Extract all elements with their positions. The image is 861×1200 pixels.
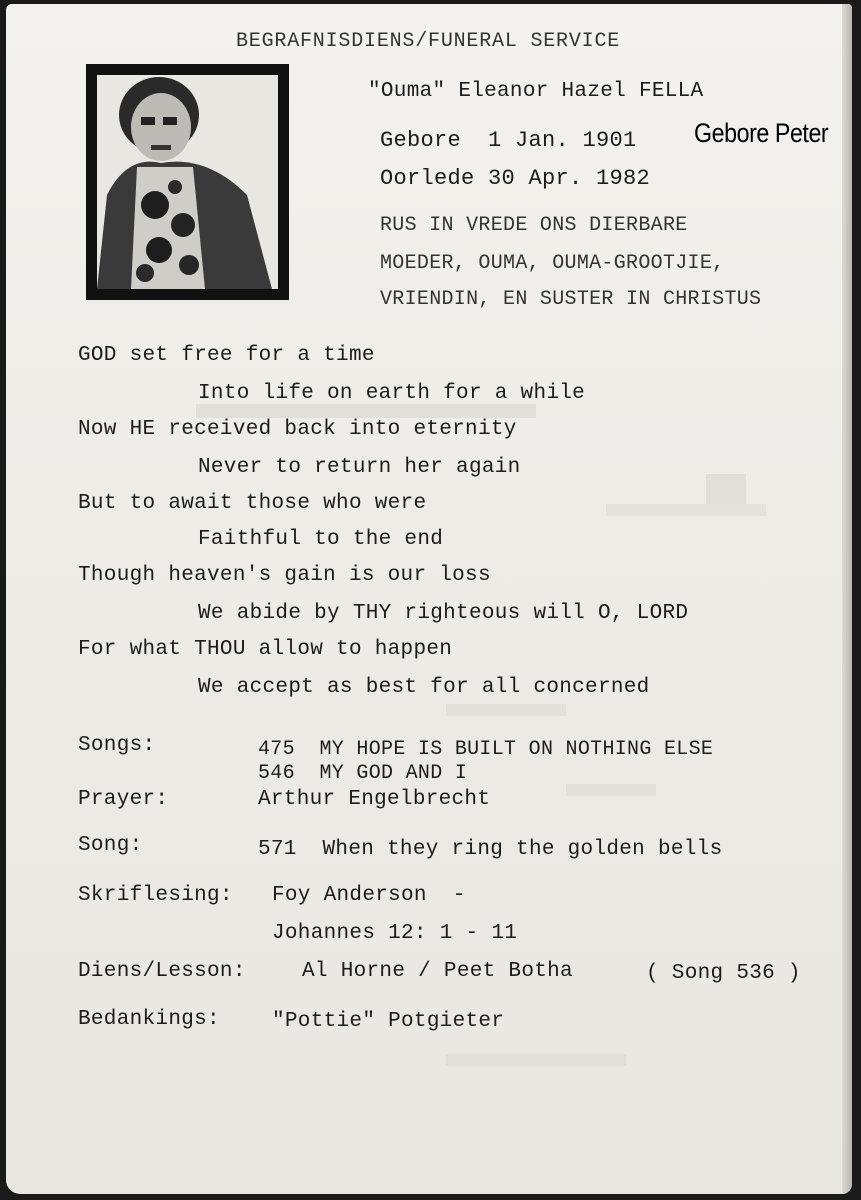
poem-line: Faithful to the end: [198, 528, 444, 551]
song-label: Song:: [78, 834, 143, 857]
paper-edge: [842, 4, 852, 1194]
poem-line: We abide by THY righteous will O, LORD: [198, 602, 689, 625]
reading-label: Skriflesing:: [78, 884, 233, 907]
birth-date: Gebore 1 Jan. 1901: [380, 128, 637, 153]
handwritten-note: Gebore Peter: [694, 118, 829, 148]
dedication-line: MOEDER, OUMA, OUMA-GROOTJIE,: [380, 252, 725, 275]
thanks-name: "Pottie" Potgieter: [272, 1010, 505, 1033]
portrait-photo: [86, 64, 289, 300]
lesson-speakers: Al Horne / Peet Botha: [302, 960, 573, 983]
poem-line: Now HE received back into eternity: [78, 418, 517, 441]
deceased-name: "Ouma" Eleanor Hazel FELLA: [368, 80, 704, 103]
poem-line: But to await those who were: [78, 492, 427, 515]
songs-label: Songs:: [78, 734, 156, 757]
poem-line: For what THOU allow to happen: [78, 638, 453, 661]
portrait-image: [97, 75, 278, 289]
poem-line: We accept as best for all concerned: [198, 676, 650, 699]
service-title: BEGRAFNISDIENS/FUNERAL SERVICE: [236, 30, 621, 53]
prayer-name: Arthur Engelbrecht: [258, 788, 491, 811]
poem-line: Into life on earth for a while: [198, 382, 586, 405]
poem-line: Though heaven's gain is our loss: [78, 564, 491, 587]
song-entry: 546 MY GOD AND I: [258, 762, 468, 785]
lesson-song: ( Song 536 ): [646, 962, 801, 985]
funeral-program-page: [6, 4, 852, 1194]
song-entry: 475 MY HOPE IS BUILT ON NOTHING ELSE: [258, 738, 714, 761]
thanks-label: Bedankings:: [78, 1008, 220, 1031]
reading-reference: Johannes 12: 1 - 11: [272, 922, 518, 945]
dedication-line: RUS IN VREDE ONS DIERBARE: [380, 214, 688, 237]
reading-reader: Foy Anderson -: [272, 884, 466, 907]
song-entry: 571 When they ring the golden bells: [258, 838, 723, 861]
death-date: Oorlede 30 Apr. 1982: [380, 166, 651, 191]
poem-line: GOD set free for a time: [78, 344, 375, 367]
prayer-label: Prayer:: [78, 788, 169, 811]
dedication-line: VRIENDIN, EN SUSTER IN CHRISTUS: [380, 288, 762, 311]
lesson-label: Diens/Lesson:: [78, 960, 246, 983]
poem-line: Never to return her again: [198, 456, 521, 479]
